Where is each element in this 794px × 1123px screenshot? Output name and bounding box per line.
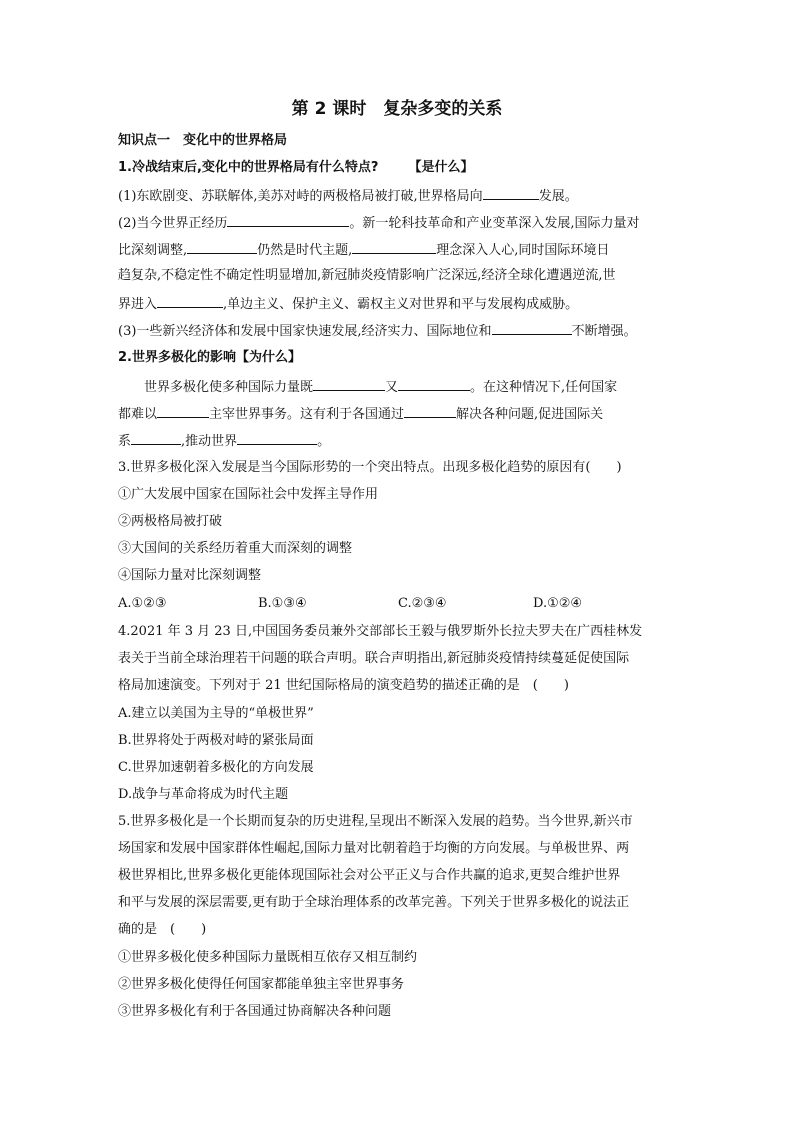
q1-p1-text-b: 发展。 — [538, 189, 578, 204]
fill-blank[interactable] — [492, 322, 572, 335]
question-3-stem: 3.世界多极化深入发展是当今国际形势的一个突出特点。出现多极化趋势的原因有( ) — [118, 460, 622, 475]
q3-item: ②两极格局被打破 — [118, 514, 223, 529]
q2-text-e: 主宰世界事务。这有利于各国通过 — [209, 407, 405, 422]
fill-blank[interactable] — [313, 378, 385, 391]
q3-item: ①广大发展中国家在国际社会中发挥主导作用 — [118, 487, 379, 502]
q4-option-b[interactable]: B.世界将处于两极对峙的紧张局面 — [118, 733, 314, 748]
fill-blank[interactable] — [187, 241, 257, 254]
question-5-line-3: 极世界相比,世界多极化更能体现国际社会对公平正义与合作共赢的追求,更契合维护世界 — [118, 868, 621, 883]
question-1-stem — [118, 160, 688, 176]
q1-p3-text-b: 不断增强。 — [571, 324, 637, 339]
question-4-line-1: 4.2021 年 3 月 23 日,中国国务委员兼外交部部长王毅与俄罗斯外长拉夫罗夫在广西桂林发 — [118, 624, 643, 639]
fill-blank[interactable] — [483, 187, 539, 200]
q1-p3-text-a: (3)一些新兴经济体和发展中国家快速发展,经济实力、国际地位和 — [118, 324, 492, 339]
question-5-line-2: 场国家和发展中国家群体性崛起,国际力量对比朝着趋于均衡的方向发展。与单极世界、两 — [118, 841, 630, 856]
question-1-text: 1.冷战结束后,变化中的世界格局有什么特点? — [118, 160, 379, 175]
q1-point-2-line-2 — [118, 241, 688, 259]
q2-text-b: 又 — [385, 380, 399, 395]
q5-item: ③世界多极化有利于各国通过协商解决各种问题 — [118, 1004, 392, 1019]
q1-p2-text-d: 仍然是时代主题, — [257, 243, 353, 258]
q2-text-c: 。在这种情况下,任何国家 — [470, 380, 618, 395]
q1-point-1 — [118, 187, 688, 205]
q4-option-c[interactable]: C.世界加速朝着多极化的方向发展 — [118, 760, 314, 775]
fill-blank[interactable] — [157, 295, 223, 308]
question-5-line-1: 5.世界多极化是一个长期而复杂的历史进程,呈现出不断深入发展的趋势。当今世界,新兴市 — [118, 814, 633, 829]
q1-p2-text-a: (2)当今世界正经历 — [118, 216, 228, 231]
question-2-stem: 2.世界多极化的影响【为什么】 — [118, 350, 301, 365]
q2-line-3 — [118, 432, 688, 450]
question-5-line-4: 和平与发展的深层需要,更有助于全球治理体系的改革完善。下列关于世界多极化的说法正 — [118, 895, 630, 910]
q1-point-2-line-3: 趋复杂,不稳定性不确定性明显增加,新冠肺炎疫情影响广泛深远,经济全球化遭遇逆流,世 — [118, 268, 616, 283]
q4-option-d[interactable]: D.战争与革命将成为时代主题 — [118, 787, 289, 802]
question-4-line-3: 格局加速演变。下列对于 21 世纪国际格局的演变趋势的描述正确的是 ( ) — [118, 678, 569, 693]
q2-line-2 — [118, 405, 688, 423]
fill-blank[interactable] — [237, 432, 317, 445]
knowledge-point-heading: 知识点一 变化中的世界格局 — [118, 133, 288, 148]
q2-text-i: 。 — [317, 434, 331, 449]
question-1-tag: 【是什么】 — [408, 160, 474, 175]
q1-p2-text-h: ,单边主义、保护主义、霸权主义对世界和平与发展构成威胁。 — [223, 297, 579, 312]
q2-text-d: 都难以 — [118, 407, 158, 422]
q3-option-a[interactable]: A.①②③ — [118, 596, 167, 611]
q1-p2-text-g: 界进入 — [118, 297, 158, 312]
q1-point-3 — [118, 322, 688, 340]
question-4-line-2: 表关于当前全球治理若干问题的联合声明。联合声明指出,新冠肺炎疫情持续蔓延促使国际 — [118, 651, 630, 666]
q3-item: ③大国间的关系经历着重大而深刻的调整 — [118, 541, 353, 556]
q1-p2-text-e: 理念深入人心,同时国际环境日 — [436, 243, 610, 258]
fill-blank[interactable] — [352, 241, 436, 254]
q3-option-c[interactable]: C.②③④ — [398, 596, 447, 611]
q5-item: ②世界多极化使得任何国家都能单独主宰世界事务 — [118, 977, 405, 992]
q2-text-f: 解决各种问题,促进国际关 — [456, 407, 604, 422]
page-title: 第 2 课时 复杂多变的关系 — [291, 99, 503, 119]
question-5-line-5: 确的是 ( ) — [118, 922, 207, 937]
q4-option-a[interactable]: A.建立以美国为主导的“单极世界” — [118, 706, 314, 721]
q2-text-a: 世界多极化使多种国际力量既 — [144, 380, 314, 395]
q2-line-1 — [118, 378, 714, 396]
q1-p2-text-c: 比深刻调整, — [118, 243, 188, 258]
fill-blank[interactable] — [398, 378, 470, 391]
q1-point-2-line-4 — [118, 295, 688, 313]
q2-text-g: 系 — [118, 434, 132, 449]
fill-blank[interactable] — [227, 214, 349, 227]
q2-text-h: ,推动世界 — [181, 434, 238, 449]
q1-p1-text-a: (1)东欧剧变、苏联解体,美苏对峙的两极格局被打破,世界格局向 — [118, 189, 483, 204]
fill-blank[interactable] — [131, 432, 181, 445]
q1-p2-text-b: 。新一轮科技革命和产业变革深入发展,国际力量对 — [349, 216, 640, 231]
q3-option-d[interactable]: D.①②④ — [533, 596, 583, 611]
fill-blank[interactable] — [404, 405, 456, 418]
q5-item: ①世界多极化使多种国际力量既相互依存又相互制约 — [118, 950, 418, 965]
q1-point-2-line-1 — [118, 214, 688, 232]
q3-item: ④国际力量对比深刻调整 — [118, 568, 262, 583]
fill-blank[interactable] — [157, 405, 209, 418]
q3-option-b[interactable]: B.①③④ — [258, 596, 307, 611]
